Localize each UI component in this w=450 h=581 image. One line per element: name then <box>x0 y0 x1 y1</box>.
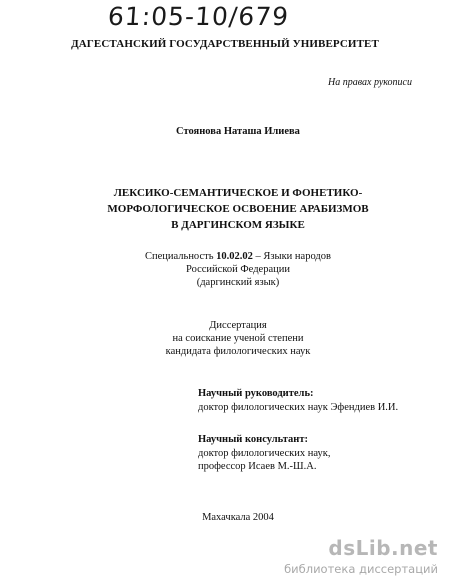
specialty-suffix: – Языки народов <box>252 251 331 262</box>
dslib-watermark-logo: dsLib.net <box>328 536 438 560</box>
supervisor-name: доктор филологических наук Эфендиев И.И. <box>198 402 399 413</box>
consultant-name: профессор Исаев М.-Ш.А. <box>198 461 317 472</box>
manuscript-rights-note: На правах рукописи <box>328 77 412 88</box>
dissertation-type-line: Диссертация <box>209 320 267 331</box>
handwritten-catalog-number: 61:05-10/679 <box>106 2 291 31</box>
dslib-watermark-subtitle: библиотека диссертаций <box>284 562 438 576</box>
specialty-line-2: Российской Федерации <box>186 264 290 275</box>
specialty-line-3: (даргинский язык) <box>196 277 280 288</box>
dissertation-title-line: МОРФОЛОГИЧЕСКОЕ ОСВОЕНИЕ АРАБИЗМОВ <box>107 203 369 215</box>
specialty-prefix: Специальность <box>145 251 217 262</box>
consultant-label: Научный консультант: <box>198 434 308 445</box>
specialty-line <box>0 251 450 262</box>
dissertation-title-line: ЛЕКСИКО-СЕМАНТИЧЕСКОЕ И ФОНЕТИКО- <box>113 187 363 199</box>
dissertation-type-line: на соискание ученой степени <box>172 333 304 344</box>
author-name: Стоянова Наташа Илиева <box>176 126 300 137</box>
consultant-degree: доктор филологических наук, <box>198 448 331 459</box>
dissertation-type-line: кандидата филологических наук <box>165 346 311 357</box>
dissertation-title-line: В ДАРГИНСКОМ ЯЗЫКЕ <box>171 219 305 231</box>
place-and-year: Махачкала 2004 <box>202 512 274 523</box>
university-name: ДАГЕСТАНСКИЙ ГОСУДАРСТВЕННЫЙ УНИВЕРСИТЕТ <box>71 38 379 50</box>
supervisor-label: Научный руководитель: <box>198 388 314 399</box>
specialty-code: 10.02.02 <box>216 251 253 262</box>
